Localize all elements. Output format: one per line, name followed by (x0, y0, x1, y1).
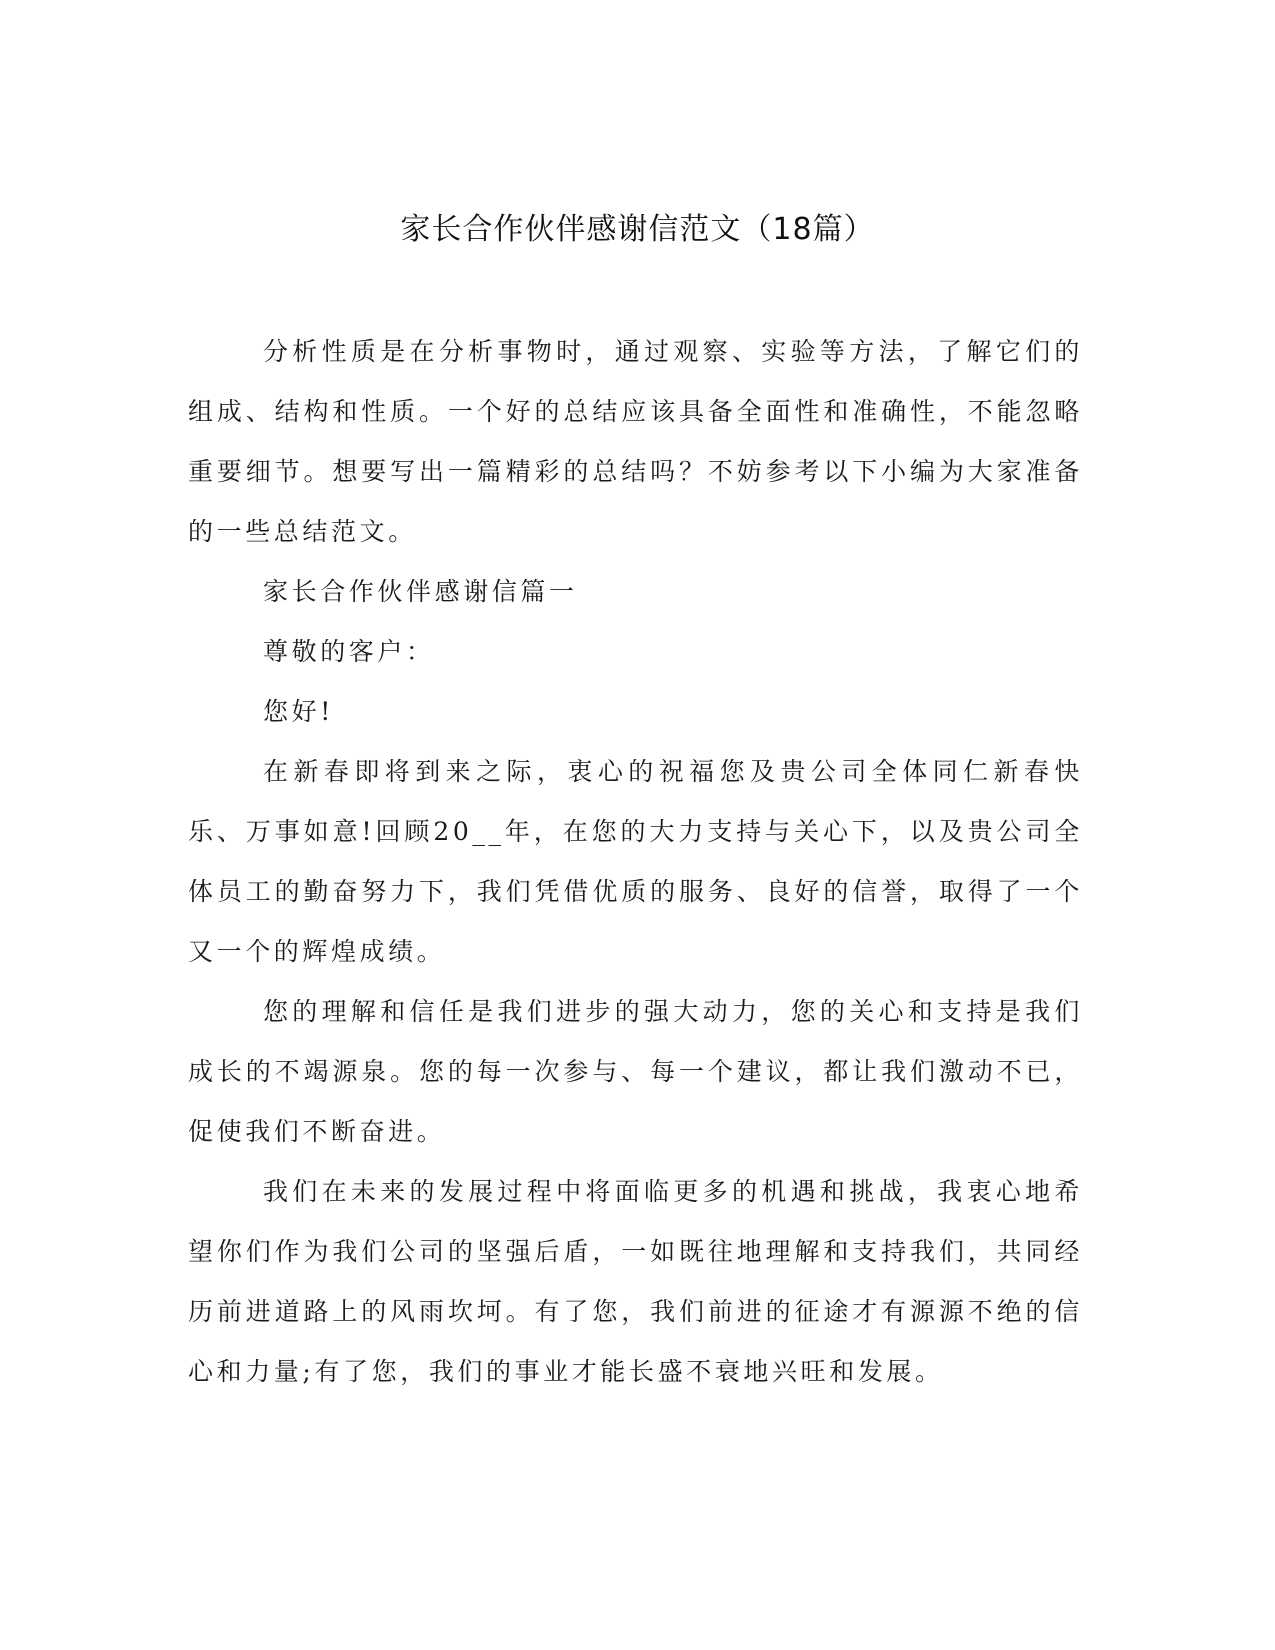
body-paragraph: 我们在未来的发展过程中将面临更多的机遇和挑战，我衷心地希望你们作为我们公司的坚强后盾，一如既往地理解和支持我们，共同经历前进道路上的风雨坎坷。有了您，我们前进的征途才有源源不绝的信心和力量;有了您，我们的事业才能长盛不衰地兴旺和发展。 (188, 1177, 1083, 1386)
body-paragraph: 在新春即将到来之际，衷心的祝福您及贵公司全体同仁新春快乐、万事如意!回顾20__年，在您的大力支持与关心下，以及贵公司全体员工的勤奋努力下，我们凭借优质的服务、良好的信誉，取得了一个又一个的辉煌成绩。 (188, 757, 1083, 966)
salutation: 尊敬的客户： (263, 637, 435, 666)
intro-paragraph: 分析性质是在分析事物时，通过观察、实验等方法，了解它们的组成、结构和性质。一个好的总结应该具备全面性和准确性，不能忽略重要细节。想要写出一篇精彩的总结吗？不妨参考以下小编为大家准备的一些总结范文。 (188, 337, 1083, 546)
section-heading: 家长合作伙伴感谢信篇一 (263, 577, 578, 606)
body-paragraph: 您的理解和信任是我们进步的强大动力，您的关心和支持是我们成长的不竭源泉。您的每一次参与、每一个建议，都让我们激动不已，促使我们不断奋进。 (188, 997, 1083, 1146)
document-body (188, 322, 1083, 1402)
greeting: 您好! (263, 697, 334, 726)
document-title: 家长合作伙伴感谢信范文（18篇） (400, 212, 875, 247)
